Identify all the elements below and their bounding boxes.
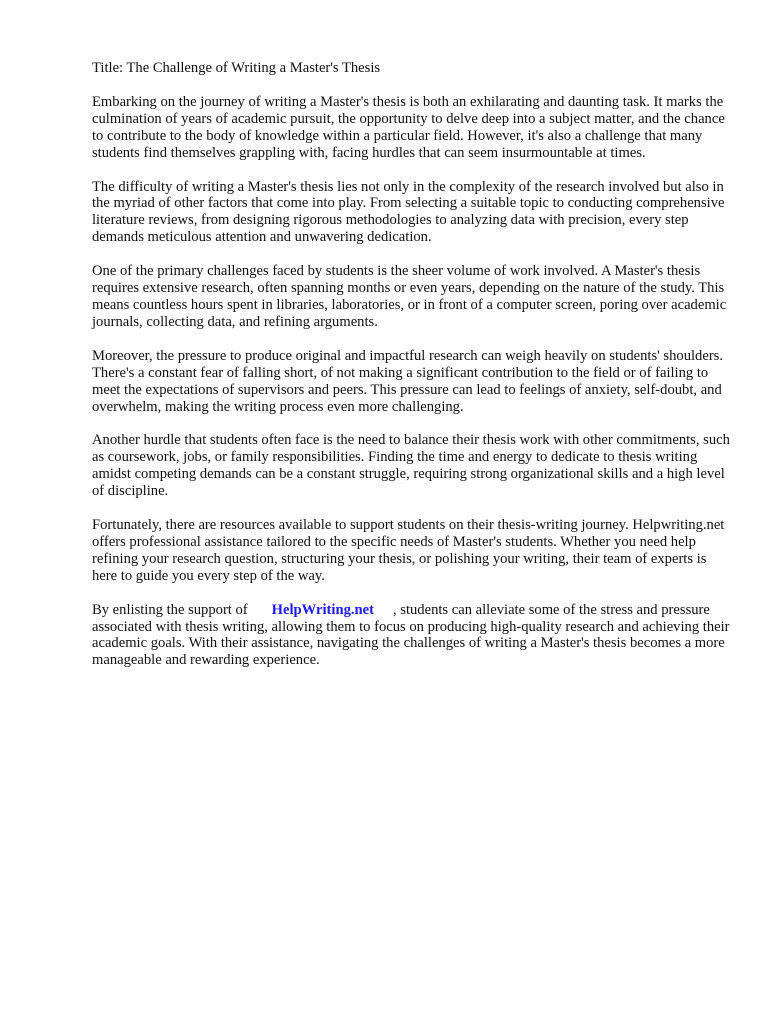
paragraph-difficulty: The difficulty of writing a Master's thesis lies not only in the complexity of the research involved but also in the myriad of other factors that come into play. From selecting a suitable topic to conducting comprehensive literature reviews, from designing rigorous methodologies to analyzing data with precision, every step demands meticulous attention and unwavering dedication. — [92, 178, 725, 246]
closing-text-before-link: By enlisting the support of — [92, 601, 248, 618]
paragraph-intro: Embarking on the journey of writing a Master's thesis is both an exhilarating and daunting task. It marks the culmination of years of academic pursuit, the opportunity to delve deep into a subject matter, and the chance to contribute to the body of knowledge within a particular field. However, it's also a challenge that many students find themselves grappling with, facing hurdles that can seem insurmountable at times. — [92, 93, 725, 161]
document-body — [92, 60, 732, 686]
paragraph-resources: Fortunately, there are resources available to support students on their thesis-writing journey. Helpwriting.net offers professional assistance tailored to the specific needs of Master's students. Whether you need help refining your research question, structuring your thesis, or polishing your writing, their team of experts is here to guide you every step of the way. — [92, 517, 725, 584]
closing-text-after-link: , students can alleviate some of the stress and pressure associated with thesis writing, allowing them to focus on producing high-quality research and achieving their academic goals. With their assistance, navigating the challenges of writing a Master's thesis becomes a more manageable and rewarding experience. — [92, 601, 730, 669]
document-title: Title: The Challenge of Writing a Master's Thesis — [92, 60, 381, 76]
paragraph-volume: One of the primary challenges faced by students is the sheer volume of work involved. A Master's thesis requires extensive research, often spanning months or even years, depending on the nature of the study. This means countless hours spent in libraries, laboratories, or in front of a computer screen, poring over academic journals, collecting data, and refining arguments. — [92, 263, 727, 330]
paragraph-pressure: Moreover, the pressure to produce original and impactful research can weigh heavily on students' shoulders. There's a constant fear of falling short, of not making a significant contribution to the field or of failing to meet the expectations of supervisors and peers. This pressure can lead to feelings of anxiety, self-doubt, and overwhelm, making the writing process even more challenging. — [92, 347, 724, 415]
paragraph-closing — [92, 602, 732, 670]
helpwriting-link[interactable]: HelpWriting.net — [271, 601, 374, 618]
paragraph-balance: Another hurdle that students often face is the need to balance their thesis work with other commitments, such as coursework, jobs, or family responsibilities. Finding the time and energy to dedicate to thesis writing amidst competing demands can be a constant struggle, requiring strong organizational skills and a high level of discipline. — [92, 432, 730, 500]
